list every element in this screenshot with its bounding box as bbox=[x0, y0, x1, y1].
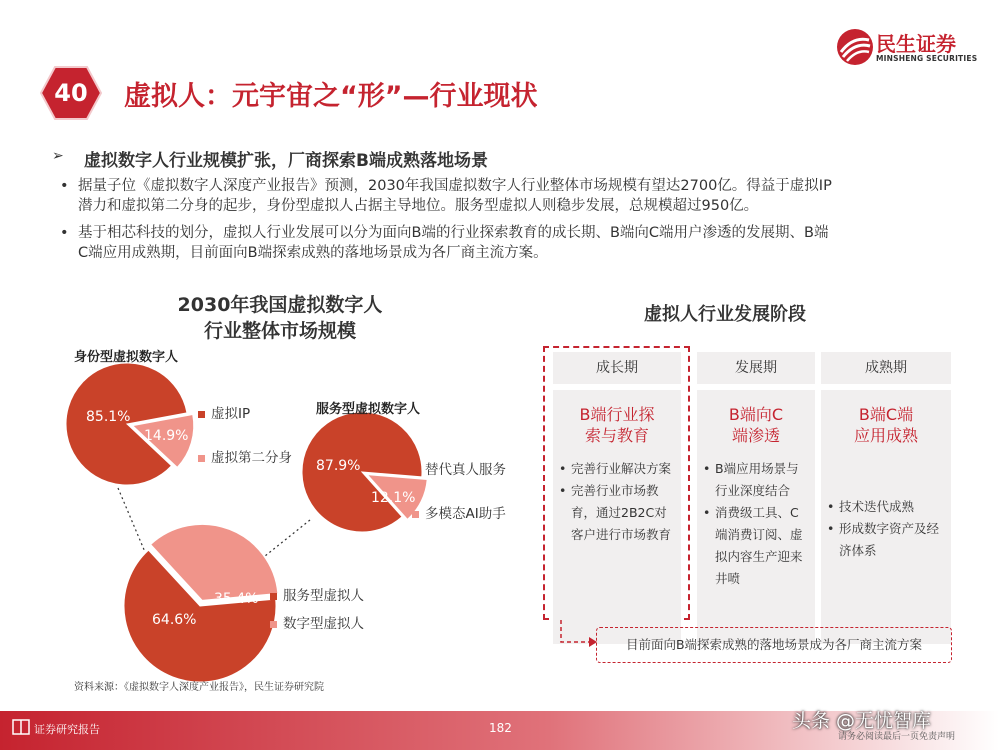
stage-column-mature bbox=[821, 352, 951, 644]
footer-label: 证券研究报告 bbox=[34, 723, 100, 736]
chart-title-line2: 行业整体市场规模 bbox=[203, 320, 356, 342]
pie3-label-1: 35.4% bbox=[214, 591, 259, 607]
bullet-2-line2: C端应用成熟期，目前面向B端探索成熟的落地场景成为各厂商主流方案。 bbox=[78, 245, 548, 261]
stage-name-development-line2: 端渗透 bbox=[731, 426, 780, 445]
pie2-legend-0-text: 替代真人服务 bbox=[425, 462, 506, 478]
conclusion-box: 目前面向B端探索成熟的落地场景成为各厂商主流方案 bbox=[596, 627, 952, 663]
bullet-2-line1: 基于相芯科技的划分，虚拟人行业发展可以分为面向B端的行业探索教育的成长期、B端向C端用户渗透的发展期、B端 bbox=[78, 225, 829, 241]
stage-name-growth-line2: 索与教育 bbox=[584, 426, 649, 445]
pie3-legend-0 bbox=[270, 584, 364, 604]
source-note: 资料来源：《虚拟数字人深度产业报告》，民生证券研究院 bbox=[74, 682, 324, 693]
pie2-label-1: 12.1% bbox=[371, 490, 416, 506]
pie1-legend-0-text: 虚拟IP bbox=[211, 406, 251, 422]
bullet-dot-icon: • bbox=[60, 178, 69, 194]
stage-name-mature-line2: 应用成熟 bbox=[853, 426, 918, 445]
pie2-label-0: 87.9% bbox=[316, 458, 361, 474]
stage-column-development bbox=[697, 352, 815, 644]
stages-title: 虚拟人行业发展阶段 bbox=[644, 304, 806, 325]
stage-body-mature bbox=[821, 390, 951, 644]
pie2-legend-0 bbox=[412, 458, 506, 478]
report-book-icon bbox=[12, 719, 30, 735]
stage-item: • 技术迭代成熟 bbox=[825, 496, 947, 518]
pie1-title: 身份型虚拟数字人 bbox=[74, 350, 179, 365]
arrow-bullet-icon: ➢ bbox=[52, 148, 64, 164]
stage-item: • 形成数字资产及经济体系 bbox=[825, 518, 947, 562]
logo-text: 民生证券 bbox=[876, 32, 956, 56]
bullet-1-line2: 潜力和虚拟第二分身的起步，身份型虚拟人占据主导地位。服务型虚拟人则稳步发展，总规模超过950亿。 bbox=[78, 198, 759, 214]
stage-column-growth bbox=[553, 352, 681, 644]
bullet-1-line1: 据量子位《虚拟数字人深度产业报告》预测，2030年我国虚拟数字人行业整体市场规模有望达2700亿。得益于虚拟IP bbox=[78, 178, 832, 194]
stage-head-growth: 成长期 bbox=[553, 352, 681, 384]
pie3-label-0: 64.6% bbox=[152, 612, 197, 628]
stage-head-development: 发展期 bbox=[697, 352, 815, 384]
logo-subtext: MINSHENG SECURITIES bbox=[876, 54, 978, 63]
connector-line bbox=[118, 488, 145, 552]
stage-head-mature: 成熟期 bbox=[821, 352, 951, 384]
stage-body-development bbox=[697, 390, 815, 644]
pie1-legend-1-text: 虚拟第二分身 bbox=[211, 450, 292, 466]
headline: 虚拟数字人行业规模扩张，厂商探索B端成熟落地场景 bbox=[84, 151, 488, 171]
pie1-legend-0 bbox=[198, 402, 250, 422]
bullet-dot-icon: • bbox=[60, 225, 69, 241]
pie3-legend-1 bbox=[270, 612, 364, 632]
stage-name-mature-line1: B端C端 bbox=[858, 405, 914, 424]
stage-body-growth bbox=[553, 390, 681, 644]
disclaimer: 请务必阅读最后一页免责声明 bbox=[838, 732, 956, 742]
stage-item: • 完善行业市场教育，通过2B2C对客户进行市场教育 bbox=[557, 480, 677, 546]
page-title: 虚拟人：元宇宙之“形”—行业现状 bbox=[124, 81, 538, 112]
stage-item: • 消费级工具、C端消费订阅、虚拟内容生产迎来井喷 bbox=[701, 502, 811, 590]
stage-item: • B端应用场景与行业深度结合 bbox=[701, 458, 811, 502]
stage-item: • 完善行业解决方案 bbox=[557, 458, 677, 480]
footer-page-number: 182 bbox=[489, 721, 512, 735]
connector-line bbox=[260, 520, 310, 560]
pie3-legend-1-text: 数字型虚拟人 bbox=[283, 616, 364, 632]
pie2-legend-1 bbox=[412, 502, 506, 522]
pie1-label-1: 14.9% bbox=[144, 428, 189, 444]
pie1-label-0: 85.1% bbox=[86, 409, 131, 425]
pie1-legend-1 bbox=[198, 446, 292, 466]
stage-name-development-line1: B端向C bbox=[728, 405, 784, 424]
pie2-title: 服务型虚拟数字人 bbox=[316, 402, 421, 417]
pie2-legend-1-text: 多模态AI助手 bbox=[425, 506, 506, 522]
chart-title-line1: 2030年我国虚拟数字人 bbox=[177, 294, 383, 316]
stage-name-growth-line1: B端行业探 bbox=[579, 405, 655, 424]
pie3-legend-0-text: 服务型虚拟人 bbox=[283, 588, 364, 604]
page-number: 40 bbox=[54, 79, 88, 107]
watermark: 头条 @无忧智库 bbox=[792, 710, 932, 732]
